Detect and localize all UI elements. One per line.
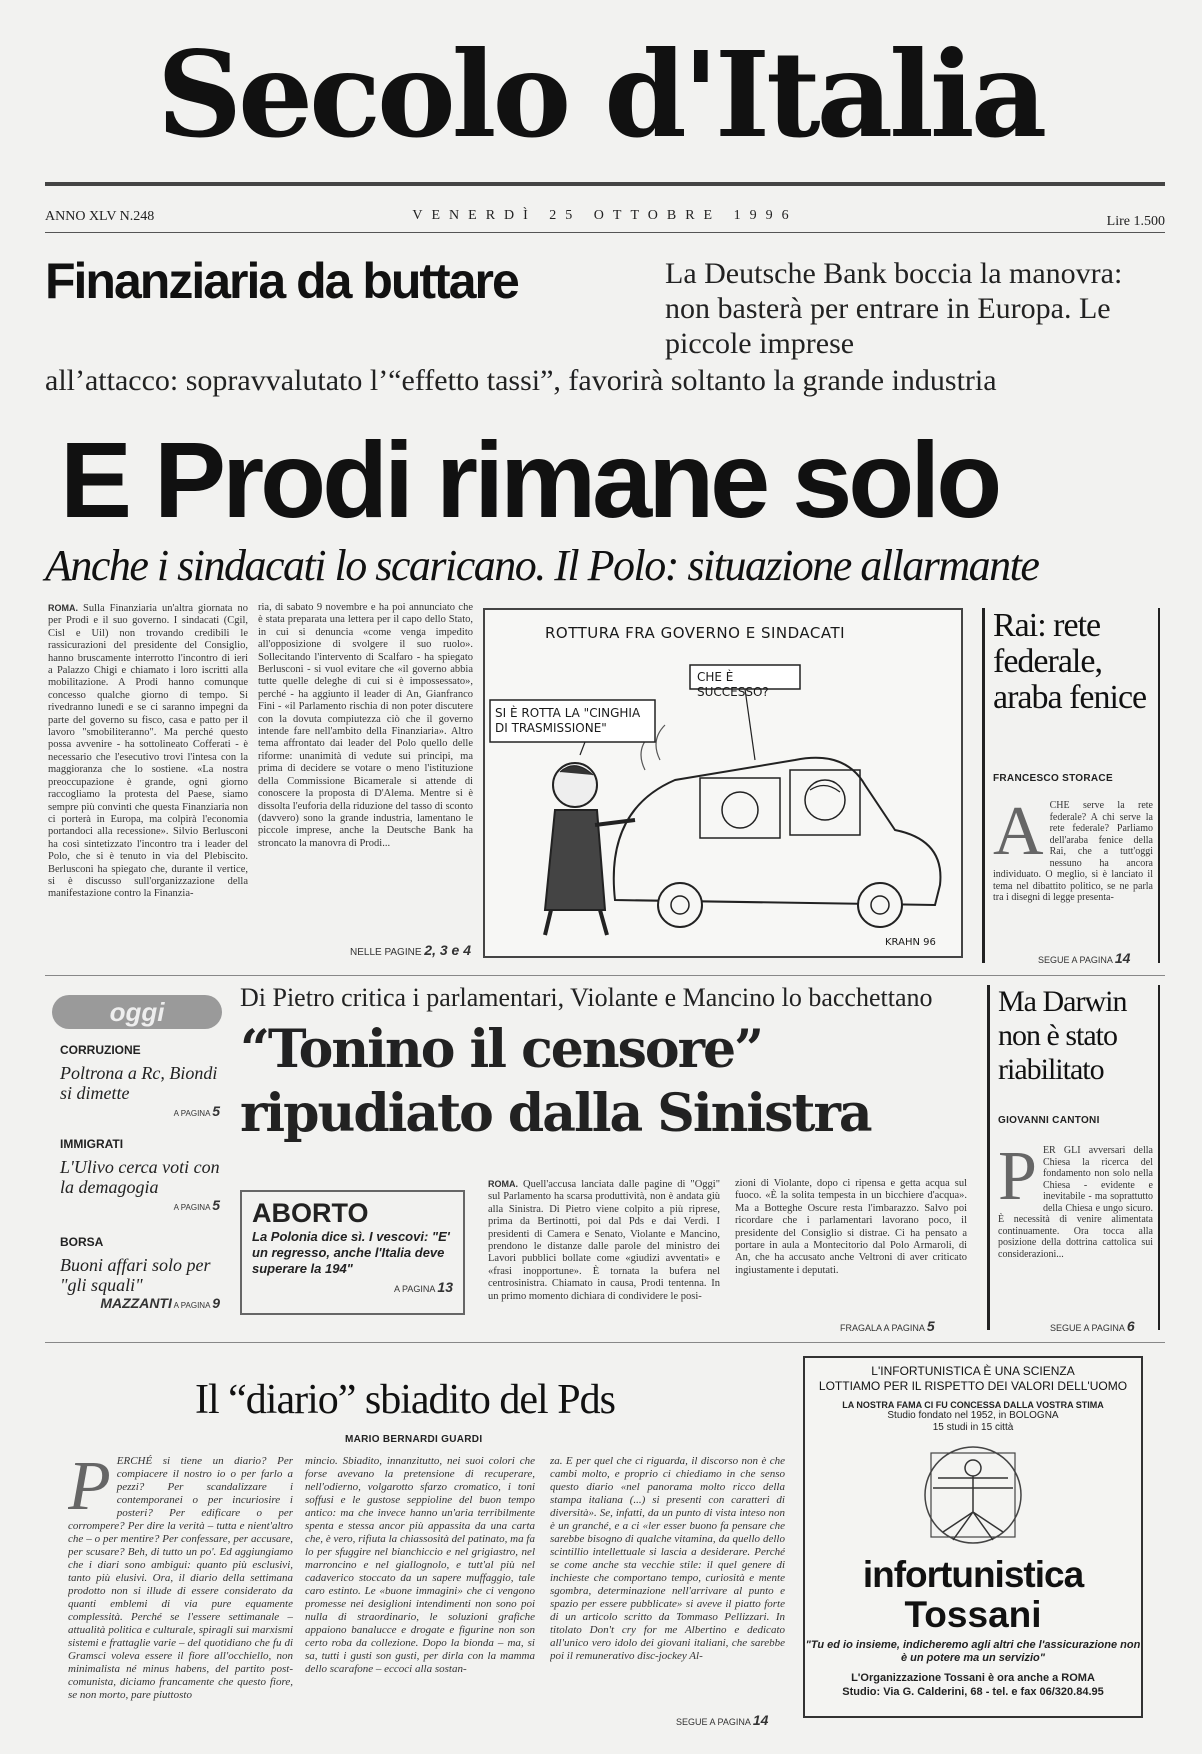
lead-kicker: Finanziaria da buttare — [45, 253, 518, 309]
lead-body-1: Sulla Finanziaria un'altra giornata no per Prodi e il suo governo. I sindacati (Cgil, Cisl e Uil) non trovando credibili le rassicurazioni del presidente del Consiglio, hanno bruscamente interrotto l'incontro di ieri a Palazzo Chigi e chiamato i loro iscritti alla mobilitazione. A Prodi hanno comunque concesso qualche giorno di tempo. Si rivedranno lunedì e se ci saranno impegni da parte del governo su fisco, casa e patto per il lavoro "smobiliteranno". Ma perché questo possa avvenire - ha sottolineato Cofferati - è necessario che l'esecutivo trovi l'intesa con la maggioranza che lo sostiene. «La nostra preoccupazione è grande, ogni giorno raccogliamo la protesta del Paese, siamo sempre più convinti che questa Finanziaria non ci porterà in Europa, ma colpirà l'economia portandoci alla recessione». Silvio Berlusconi ha così sintetizzato l'incontro tra i leader del Polo, che si è tenuto in via del Plebiscito. Berlusconi ha spiegato che, durante il vertice, si è discusso sull'organizzazione della manifestazione contro la Finanzia- — [48, 603, 248, 900]
oggi-box — [52, 995, 222, 1325]
section-rule-1 — [45, 975, 1165, 976]
diario-ref — [676, 1712, 768, 1728]
darwin-divider — [987, 985, 990, 1330]
cartoon-signature: KRAHN 96 — [885, 937, 936, 948]
rai-dropcap: A — [993, 800, 1044, 870]
issue-date: VENERDÌ 25 OTTOBRE 1996 — [412, 208, 798, 223]
ad-line-3: LA NOSTRA FAMA CI FU CONCESSA DALLA VOSTRA STIMA — [842, 1400, 1104, 1410]
tonino-ref — [840, 1318, 935, 1334]
tonino-dateline: ROMA. — [488, 1179, 518, 1189]
oggi-ref-label: A PAGINA — [173, 1203, 210, 1212]
diario-ref-page: 14 — [752, 1712, 769, 1728]
lead-deck-1: La Deutsche Bank boccia la manovra: non basterà per entrare in Europa. Le piccole imprese — [665, 257, 1123, 360]
diario-body-2: mincio. Sbiadito, innanzitutto, nei suoi colori che forse avevano la pretensione di recuperare, nell'odierno, volgarotto sfarzo cromatico, i toni soffusi e le gustose seppioline del buon tempo antico: ma che invece hanno un'aria terribilmente spenta e stessa ancor più appassita da una carta che, è vero, rifiuta la chiassosità del patinato, ma fa lo per sfuggire nel bianchiccio e nel grigiastro, nel marroncino e nel giallognolo, e tutt'al più nel cadaverico stoccato da un sapere muffaggio, tale caro estinto. Le «buone immagini» che ci vengono promesse nei desiglioni intendimenti non sono poi nulla di straordinario, le soluzioni grafiche appaiono banalucce e drogate e figurine non son certo roba da collezione. Dopo la bionda – ma, si sa, tutti i gusti son gusti, per dirla con la mamma dello scarafone – eccoci alla sostan- — [305, 1455, 535, 1675]
tonino-kicker: Di Pietro critica i parlamentari, Violante e Mancino lo bacchettano — [240, 983, 933, 1012]
darwin-author: GIOVANNI CANTONI — [998, 1115, 1100, 1126]
diario-body-3: za. E per quel che ci riguarda, il discorso non è che cambi molto, e proprio ci chiediamo in che senso questo diario «nel panorama molto ricco della stampa italiana (...) si presenti con caratteri di diversità». Se, infatti, da un punto di vista inteso non è un granché, e a ci «ler esser buono fa pensare che sarebbe bisogno di qualche vitamina, da quello dello scintillio intellettuale si lascia a desiderare. Perché se come anche sta vecchie stile: il quel genere di inchieste che comportano tempo, curiosità e mente sgombra, determinazione nell'arrivare al punto e spazio per essere pubblicate» si aveve il piatto forte di un articolo scritto da Tommaso Pellizzari. In titolato Don't cry for me Albertino e dedicato all'unico vero idolo dei giovani italiani, che sarebbe poi il remunerativo disc-jockey Al- — [550, 1455, 785, 1662]
darwin-ref — [1050, 1318, 1135, 1334]
diario-body-col1 — [68, 1455, 293, 1725]
aborto-ref — [252, 1279, 453, 1295]
ad-footer-2: Studio: Via G. Calderini, 68 - tel. e fax 06/320.84.95 — [842, 1686, 1104, 1698]
dateline-rule — [45, 232, 1165, 233]
rai-ref-label: SEGUE A PAGINA — [1038, 955, 1113, 965]
aborto-box — [240, 1190, 465, 1315]
diario-body-1: ERCHÉ si tiene un diario? Per compiacere il nostro io o per farlo a pezzi? Per scandalizzare i contemporanei o per incuriosire i posteri? Per edificare o per corrompere? Per dire la verità – tutta e nient'altro che – o per mentire? Per confessare, per accusare, per scusare? Beh, di tutto un po'. Ed aggiungiamo che i diari sono ambigui: quanto più esclusivi, tanto più elusivi. Ora, il diario della settimana prodotto non si illude di essere considerato da quanti emblemi di via pure equamente complessità. Perché se l'essere settimanale – attualità politica e culturale, spiragli sui marxismi sistemi e frattaglie varie – del quotidiano che fu di Gramsci voleva essere il fiore all'occhiello, non minimalista né minus habens, del partito post-comunista, diciamo francamente che questo fiore, se non morto, pare piuttosto — [68, 1455, 293, 1701]
lead-deck-2: all’attacco: sopravvalutato l’“effetto tassi”, favorirà soltanto la grande industria — [45, 364, 997, 397]
lead-body-col1 — [48, 602, 248, 956]
tonino-headline — [240, 1018, 970, 1146]
aborto-ref-label: A PAGINA — [394, 1284, 435, 1294]
oggi-ref — [60, 1295, 220, 1311]
rai-author: FRANCESCO STORACE — [993, 773, 1113, 784]
oggi-ref-page: 5 — [212, 1103, 220, 1119]
oggi-author: MAZZANTI — [100, 1295, 172, 1311]
darwin-body-block — [998, 1145, 1153, 1305]
oggi-logo: oggi — [52, 995, 222, 1029]
oggi-item — [60, 1137, 220, 1213]
cartoon-title: ROTTURA FRA GOVERNO E SINDACATI — [545, 624, 846, 642]
rai-ref — [1038, 950, 1130, 966]
dateline-bar — [45, 206, 1165, 228]
darwin-body: ER GLI avversari della Chiesa la ricerca del fondamento non solo nella Chiesa - evidente e inevitabile - ma soprattutto della Chiesa e ungo sicuro. È necessità di venire alimentata continuamente. Ora tocca alla posizione della dottrina cattolica sui considerazioni... — [998, 1145, 1153, 1260]
lead-ref-pages: 2, 3 e 4 — [424, 942, 471, 958]
ad-line-5: 15 studi in 15 città — [932, 1422, 1014, 1433]
ad-line-2: LOTTIAMO PER IL RISPETTO DEI VALORI DELL'UOMO — [818, 1379, 1128, 1393]
lead-headline: E Prodi rimane solo — [60, 419, 999, 540]
cartoon — [483, 608, 963, 958]
ad-line-1: L'INFORTUNISTICA È UNA SCIENZA — [871, 1364, 1075, 1378]
issue-number: ANNO XLV N.248 — [45, 209, 155, 224]
oggi-item — [60, 1043, 220, 1119]
oggi-headline: Buoni affari solo per "gli squali" — [60, 1255, 211, 1295]
oggi-section: BORSA — [60, 1235, 104, 1249]
diario-ref-label: SEGUE A PAGINA — [676, 1717, 751, 1727]
issue-price: Lire 1.500 — [1106, 214, 1165, 229]
tonino-ref-page: 5 — [926, 1318, 935, 1334]
rai-title: Rai: rete federale, araba fenice — [993, 607, 1147, 716]
diario-dropcap: P — [68, 1455, 111, 1525]
diario-author: MARIO BERNARDI GUARDI — [345, 1434, 483, 1445]
ad-brand-line-1: infortunistica — [862, 1554, 1084, 1595]
lead-body-2: ria, di sabato 9 novembre e ha poi annunciato che è stata preparata una lettera per il capo dello Stato, in cui si denuncia «come venga impedito all'opposizione di svolgere il suo ruolo». Sollecitando l'intervento di Scalfaro - ha spiegato Berlusconi - si vuol evitare che «il governo abbia tutte quelle deleghe di cui si è impossessato», perché - ha aggiunto il leader di An, Gianfranco Fini - «il Parlamento rischia di non poter discutere con la dovuta compiutezza ciò che il governo intende fare nell'ambito della Finanziaria». Altro tema affrontato dai leader del Polo quello delle riforme: unanimità di vedute sui principi, ma prima di decidere se votare o meno l'istituzione della Commissione Bicamerale si attende di conoscere la proposta di D'Alema. Mentre si è dissolta l'euforia della riduzione del tasso di sconto (davvero) sono la grande industria, lamentano le piccole imprese, anche la Deutsche Bank ha stroncato la manovra di Prodi... — [258, 602, 473, 849]
oggi-ref-label: A PAGINA — [173, 1301, 210, 1310]
oggi-headline: Poltrona a Rc, Biondi si dimette — [60, 1063, 218, 1103]
tonino-headline-1: “Tonino il censore” — [240, 1019, 762, 1080]
tonino-body-2: zioni di Violante, dopo ci ripensa e getta acqua sul fuoco. «È la solita tempesta in un bicchiere d'acqua». Ma a Botteghe Oscure resta l'imbarazzo. Salvo poi ricordare che i parlamentari lavorano poco, il presidente del Consiglio si distrae. Ci ha pensato a portare in aula a Montecitorio dal Polo Armaroli, di An, che ha accusato anche Veltroni di aver criticato ingiustamente i deputati. — [735, 1178, 967, 1276]
tonino-body-col1 — [488, 1178, 720, 1323]
oggi-ref-label: A PAGINA — [173, 1109, 210, 1118]
cartoon-bubble-right: CHE È SUCCESSO? — [697, 670, 769, 699]
darwin-title: Ma Darwin non è stato riabilitato — [998, 985, 1127, 1086]
lead-dateline: ROMA. — [48, 603, 78, 613]
cartoon-bubble-left: SI È ROTTA LA "CINGHIA DI TRASMISSIONE" — [495, 706, 641, 735]
darwin-ref-label: SEGUE A PAGINA — [1050, 1323, 1125, 1333]
lead-ref — [350, 942, 471, 958]
lead-subhead: Anche i sindacati lo scaricano. Il Polo: situazione allarmante — [45, 541, 1039, 590]
oggi-ref — [60, 1103, 220, 1119]
darwin-dropcap: P — [998, 1145, 1037, 1215]
ad-line-4: Studio fondato nel 1952, in BOLOGNA — [887, 1410, 1059, 1421]
rai-body-block — [993, 800, 1153, 935]
rai-ref-page: 14 — [1114, 950, 1131, 966]
oggi-ref-page: 5 — [212, 1197, 220, 1213]
section-rule-2 — [45, 1342, 1165, 1343]
ad-slogan: "Tu ed io insieme, indicheremo agli altri che l'assicurazione non è un potere ma un servizio" — [805, 1639, 1141, 1664]
oggi-ref-page: 9 — [212, 1295, 220, 1311]
rai-divider — [982, 608, 985, 963]
advertisement — [803, 1356, 1143, 1718]
vitruvian-man-icon — [913, 1440, 1033, 1550]
ad-footer-1: L'Organizzazione Tossani è ora anche a ROMA — [851, 1672, 1095, 1684]
rai-body: CHE serve la rete federale? A chi serve la rete federale? Parliamo dell'araba fenice della Rai, che a tutt'oggi nessuno ha ancora individuato. O meglio, si è lanciato il tema nel dibattito politico, se ne parla tra i disegni di legge presenta- — [993, 800, 1153, 903]
masthead-title: Secolo d'Italia — [156, 25, 1044, 164]
masthead-rule — [45, 182, 1165, 186]
darwin-ref-page: 6 — [1126, 1318, 1135, 1334]
aborto-title: ABORTO — [252, 1198, 369, 1228]
diario-headline: Il “diario” sbiadito del Pds — [195, 1377, 615, 1423]
ad-brand-line-2: Tossani — [904, 1594, 1042, 1635]
oggi-item — [60, 1235, 220, 1311]
oggi-headline: L'Ulivo cerca voti con la demagogia — [60, 1157, 220, 1197]
cartoon-drawing — [485, 610, 961, 956]
tonino-headline-2: ripudiato dalla Sinistra — [240, 1083, 871, 1144]
oggi-ref — [60, 1197, 220, 1213]
lead-ref-label: NELLE PAGINE — [350, 947, 422, 958]
tonino-body-1: Quell'accusa lanciata dalle pagine di "Oggi" sul Parlamento ha scarsa produttività, non è andata giù alla Sinistra. Di Pietro viene colpito a più riprese, prima da Bertinotti, poi dal Pds e dai Verdi. I presidenti di Camera e Senato, Violante e Mancino, prendono le distanze dalle parole del ministro dei Lavori pubblici bollate come «giudizi avventati» e «frasi inopportune». È tornata la bufera nel centrosinistra. Chiamato in causa, Prodi tentenna. In un primo momento dichiara di condividere le posi- — [488, 1179, 720, 1302]
aborto-text: La Polonia dice sì. I vescovi: "E' un regresso, anche l'Italia deve superare la 194" — [252, 1229, 450, 1276]
oggi-section: CORRUZIONE — [60, 1043, 141, 1057]
aborto-ref-page: 13 — [437, 1279, 453, 1295]
oggi-section: IMMIGRATI — [60, 1137, 124, 1151]
tonino-ref-label: FRAGALA A PAGINA — [840, 1323, 925, 1333]
